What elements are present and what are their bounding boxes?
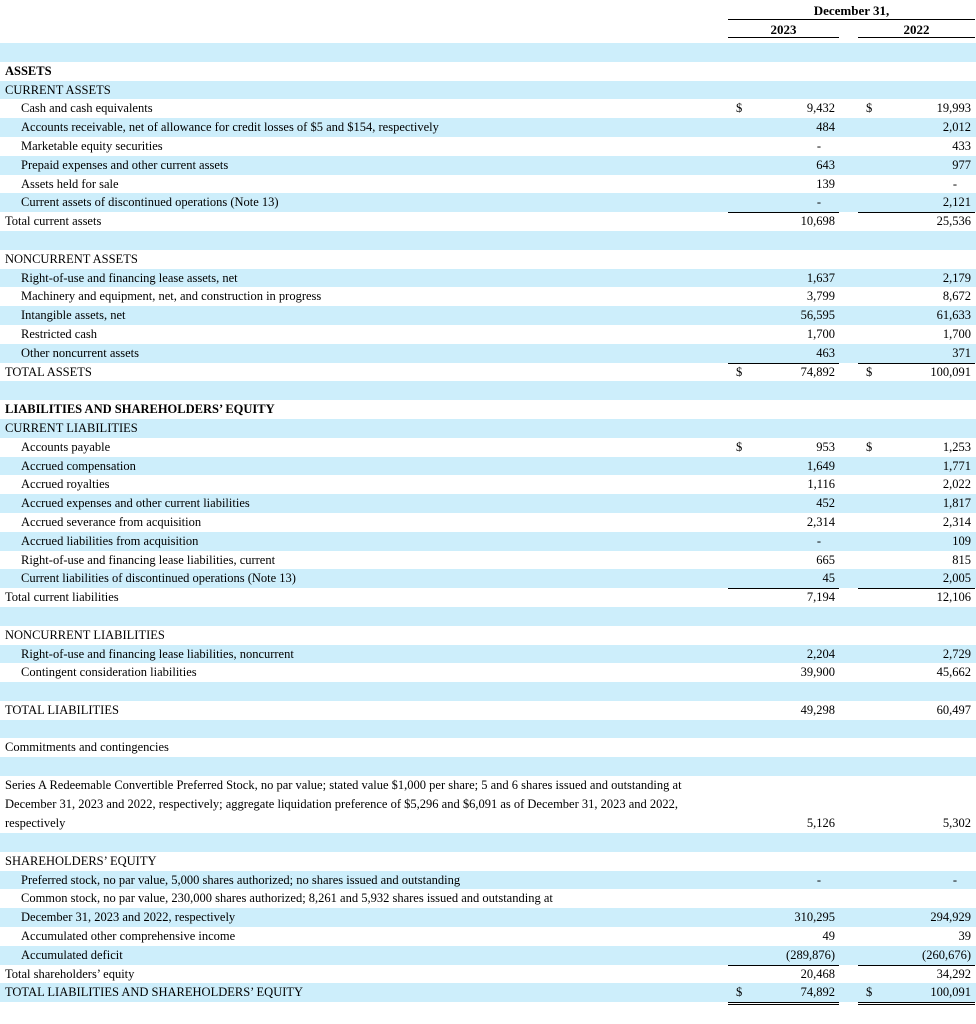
row-label: Accrued compensation <box>21 458 136 473</box>
row-label: Preferred stock, no par value, 5,000 shares authorized; no shares issued and outstanding <box>21 872 461 887</box>
value-2022-cell <box>858 475 975 494</box>
table-row <box>0 965 976 984</box>
table-row <box>0 983 976 1002</box>
value-2022-cell <box>858 551 975 570</box>
row-label: NONCURRENT ASSETS <box>5 251 138 266</box>
value-2023-cell <box>728 871 839 890</box>
value-2023: (289,876) <box>786 947 835 962</box>
row-label: CURRENT LIABILITIES <box>5 420 138 435</box>
value-2022: 100,091 <box>930 985 971 1000</box>
value-2023: 9,432 <box>806 101 835 116</box>
table-row <box>0 871 976 890</box>
value-2022: 815 <box>952 552 971 567</box>
value-2023: 49 <box>822 929 835 944</box>
value-2022: 61,633 <box>936 308 971 323</box>
value-2022: 1,253 <box>942 439 971 454</box>
value-2023: 1,649 <box>806 458 835 473</box>
value-2022: 2,179 <box>942 270 971 285</box>
value-2023-cell <box>728 118 839 137</box>
table-row <box>0 475 976 494</box>
value-2023: - <box>816 195 821 210</box>
value-2022: 371 <box>952 345 971 360</box>
value-2023: 310,295 <box>794 910 835 925</box>
value-2022-cell <box>858 927 975 946</box>
value-2023: 463 <box>816 345 835 360</box>
value-2023-cell <box>728 212 839 231</box>
currency-symbol: $ <box>866 439 873 454</box>
value-2022-cell <box>858 438 975 457</box>
value-2022: 1,817 <box>942 496 971 511</box>
value-2022-cell <box>858 118 975 137</box>
value-2022-cell <box>858 137 975 156</box>
row-label: Accounts payable <box>21 439 111 454</box>
value-2023: 953 <box>816 439 835 454</box>
value-2023-cell <box>728 494 839 513</box>
value-2023: - <box>816 533 821 548</box>
value-2022-cell <box>858 494 975 513</box>
value-2023-cell <box>728 983 839 1005</box>
value-2022: 433 <box>952 138 971 153</box>
row-label: Restricted cash <box>21 326 98 341</box>
value-2023-cell <box>728 475 839 494</box>
value-2023: 452 <box>816 496 835 511</box>
value-2022-cell <box>858 269 975 288</box>
row-label: December 31, 2023 and 2022, respectively <box>21 910 236 925</box>
value-2022-cell <box>858 645 975 664</box>
value-2022: 109 <box>952 533 971 548</box>
table-row <box>0 532 976 551</box>
row-label: Series A Redeemable Convertible Preferred Stock, no par value; stated value $1,000 per share; 5 and 6 shares issued and outstanding at December 31, 2023 and 2022, respectively; aggregate liquidation preference of $5,296 and $6,091 as of December 31, 2023 and 2022, respectively <box>5 778 682 830</box>
row-label: Total current assets <box>5 214 102 229</box>
spacer-row <box>0 682 976 701</box>
value-2022: 2,729 <box>942 646 971 661</box>
row-label: Accrued severance from acquisition <box>21 514 202 529</box>
year-2023-header: 2023 <box>728 19 839 38</box>
table-row <box>0 626 976 645</box>
value-2022-cell <box>858 306 975 325</box>
row-label: Accumulated other comprehensive income <box>21 929 236 944</box>
value-2023-cell <box>728 99 839 118</box>
value-2022: 100,091 <box>930 364 971 379</box>
value-2023-cell <box>728 701 839 721</box>
value-2023-cell <box>728 569 839 589</box>
row-label: Other noncurrent assets <box>21 345 140 360</box>
table-row <box>0 193 976 212</box>
value-2022-cell <box>858 175 975 194</box>
value-2023: 3,799 <box>806 289 835 304</box>
value-2023: 643 <box>816 157 835 172</box>
row-label: Right-of-use and financing lease liabilities, noncurrent <box>21 646 294 661</box>
row-label: NONCURRENT LIABILITIES <box>5 627 165 642</box>
currency-symbol: $ <box>866 364 873 379</box>
row-label: LIABILITIES AND SHAREHOLDERS’ EQUITY <box>5 402 275 417</box>
table-row <box>0 588 976 607</box>
value-2023-cell <box>728 814 839 834</box>
table-row <box>0 400 976 419</box>
value-2023: 49,298 <box>800 702 835 717</box>
value-2023: 484 <box>816 120 835 135</box>
value-2023-cell <box>728 344 839 364</box>
row-label: Right-of-use and financing lease assets, net <box>21 270 238 285</box>
value-2022: 2,012 <box>942 120 971 135</box>
balance-sheet-table <box>0 43 976 1002</box>
table-row <box>0 306 976 325</box>
value-2022-cell <box>858 99 975 118</box>
table-row <box>0 269 976 288</box>
value-2022-cell <box>858 701 975 721</box>
value-2023: - <box>816 872 821 887</box>
row-label: Total shareholders’ equity <box>5 966 135 981</box>
value-2022: 45,662 <box>936 665 971 680</box>
value-2023-cell <box>728 663 839 683</box>
value-2023-cell <box>728 532 839 551</box>
table-row <box>0 946 976 965</box>
row-label: Accrued expenses and other current liabilities <box>21 496 250 511</box>
value-2022: - <box>952 176 957 191</box>
row-label: SHAREHOLDERS’ EQUITY <box>5 853 157 868</box>
table-row <box>0 250 976 269</box>
table-row <box>0 363 976 382</box>
value-2022-cell <box>858 325 975 344</box>
table-row <box>0 569 976 588</box>
row-label: Assets held for sale <box>21 176 119 191</box>
value-2022: 294,929 <box>930 910 971 925</box>
value-2022: - <box>952 872 957 887</box>
value-2022-cell <box>858 946 975 966</box>
value-2023: 56,595 <box>800 308 835 323</box>
value-2023-cell <box>728 137 839 156</box>
row-label: Common stock, no par value, 230,000 shares authorized; 8,261 and 5,932 shares issued and outstanding at <box>21 891 553 906</box>
row-label: Contingent consideration liabilities <box>21 665 197 680</box>
value-2022-cell <box>858 532 975 551</box>
value-2022: 1,771 <box>942 458 971 473</box>
year-2022-header: 2022 <box>858 19 975 38</box>
spacer-row <box>0 231 976 250</box>
value-2022-cell <box>858 663 975 683</box>
value-2023: 74,892 <box>800 985 835 1000</box>
row-label: Accounts receivable, net of allowance for credit losses of $5 and $154, respectively <box>21 120 439 135</box>
table-row <box>0 175 976 194</box>
currency-symbol: $ <box>736 439 743 454</box>
table-row <box>0 325 976 344</box>
value-2022-cell <box>858 156 975 175</box>
value-2023: 139 <box>816 176 835 191</box>
value-2023-cell <box>728 908 839 927</box>
value-2022-cell <box>858 908 975 927</box>
currency-symbol: $ <box>866 101 873 116</box>
row-label: Accumulated deficit <box>21 947 123 962</box>
value-2023-cell <box>728 438 839 457</box>
value-2022-cell <box>858 965 975 984</box>
table-row <box>0 137 976 156</box>
value-2022-cell <box>858 983 975 1005</box>
table-row <box>0 738 976 757</box>
currency-symbol: $ <box>736 101 743 116</box>
table-row <box>0 156 976 175</box>
value-2023-cell <box>728 193 839 213</box>
value-2023: 10,698 <box>800 214 835 229</box>
value-2022-cell <box>858 871 975 890</box>
value-2022-cell <box>858 344 975 364</box>
value-2023-cell <box>728 306 839 325</box>
spacer-row <box>0 381 976 400</box>
table-row <box>0 344 976 363</box>
value-2023: - <box>816 138 821 153</box>
value-2022: 5,302 <box>942 816 971 831</box>
value-2023: 5,126 <box>806 816 835 831</box>
spacer-row <box>0 833 976 852</box>
row-label: Total current liabilities <box>5 590 119 605</box>
value-2023-cell <box>728 645 839 664</box>
table-row <box>0 776 976 833</box>
row-label: Right-of-use and financing lease liabilities, current <box>21 552 276 567</box>
period-header: December 31, <box>728 0 975 20</box>
value-2022-cell <box>858 193 975 213</box>
table-row <box>0 457 976 476</box>
value-2022-cell <box>858 513 975 532</box>
value-2022-cell <box>858 457 975 476</box>
value-2023-cell <box>728 287 839 306</box>
table-row <box>0 645 976 664</box>
value-2022-cell <box>858 814 975 834</box>
value-2022: (260,676) <box>922 947 971 962</box>
row-label: TOTAL LIABILITIES AND SHAREHOLDERS’ EQUITY <box>5 985 304 1000</box>
value-2023-cell <box>728 156 839 175</box>
table-row <box>0 908 976 927</box>
value-2022: 12,106 <box>936 590 971 605</box>
table-row <box>0 118 976 137</box>
row-label: TOTAL LIABILITIES <box>5 702 119 717</box>
value-2022: 19,993 <box>936 101 971 116</box>
value-2022: 1,700 <box>942 326 971 341</box>
spacer-row <box>0 720 976 739</box>
value-2023-cell <box>728 946 839 966</box>
value-2023-cell <box>728 551 839 570</box>
value-2023: 1,700 <box>806 326 835 341</box>
value-2022: 977 <box>952 157 971 172</box>
value-2023: 2,204 <box>806 646 835 661</box>
row-label: Marketable equity securities <box>21 138 163 153</box>
value-2023: 39,900 <box>800 665 835 680</box>
table-row <box>0 212 976 231</box>
value-2022: 25,536 <box>936 214 971 229</box>
value-2022: 60,497 <box>936 702 971 717</box>
table-row <box>0 287 976 306</box>
row-label: Accrued royalties <box>21 477 110 492</box>
table-row <box>0 889 976 908</box>
value-2023: 74,892 <box>800 364 835 379</box>
value-2023-cell <box>728 457 839 476</box>
value-2023-cell <box>728 325 839 344</box>
spacer-row <box>0 757 976 776</box>
row-label: Intangible assets, net <box>21 308 126 323</box>
currency-symbol: $ <box>736 985 743 1000</box>
table-row <box>0 701 976 720</box>
table-row <box>0 494 976 513</box>
spacer-row <box>0 607 976 626</box>
row-label: Current liabilities of discontinued operations (Note 13) <box>21 571 296 586</box>
row-label: ASSETS <box>5 63 52 78</box>
value-2023-cell <box>728 175 839 194</box>
value-2022-cell <box>858 569 975 589</box>
row-label: Prepaid expenses and other current assets <box>21 157 229 172</box>
row-label: Commitments and contingencies <box>5 740 169 755</box>
value-2023: 7,194 <box>806 590 835 605</box>
value-2022-cell <box>858 588 975 607</box>
table-row <box>0 419 976 438</box>
table-row <box>0 852 976 871</box>
value-2022: 34,292 <box>936 966 971 981</box>
row-label: Cash and cash equivalents <box>21 101 153 116</box>
row-label: Current assets of discontinued operations (Note 13) <box>21 195 279 210</box>
table-row <box>0 99 976 118</box>
row-label: CURRENT ASSETS <box>5 82 111 97</box>
value-2022-cell <box>858 287 975 306</box>
value-2022: 2,005 <box>942 571 971 586</box>
value-2023: 2,314 <box>806 514 835 529</box>
value-2023-cell <box>728 927 839 946</box>
row-label: TOTAL ASSETS <box>5 364 92 379</box>
value-2023-cell <box>728 965 839 984</box>
value-2022: 8,672 <box>942 289 971 304</box>
currency-symbol: $ <box>866 985 873 1000</box>
row-label: Accrued liabilities from acquisition <box>21 533 199 548</box>
table-row <box>0 438 976 457</box>
row-label: Machinery and equipment, net, and construction in progress <box>21 289 322 304</box>
table-row <box>0 551 976 570</box>
spacer-row <box>0 43 976 62</box>
table-row <box>0 927 976 946</box>
value-2023: 1,637 <box>806 270 835 285</box>
value-2023: 45 <box>822 571 835 586</box>
table-row <box>0 513 976 532</box>
value-2023: 665 <box>816 552 835 567</box>
value-2023: 1,116 <box>807 477 835 492</box>
table-row <box>0 62 976 81</box>
value-2023-cell <box>728 513 839 532</box>
value-2023-cell <box>728 588 839 607</box>
value-2022: 2,022 <box>942 477 971 492</box>
table-row <box>0 663 976 682</box>
value-2023: 20,468 <box>800 966 835 981</box>
table-row <box>0 81 976 100</box>
value-2022: 2,121 <box>942 195 971 210</box>
value-2022-cell <box>858 212 975 231</box>
value-2022: 39 <box>958 929 971 944</box>
value-2022: 2,314 <box>942 514 971 529</box>
currency-symbol: $ <box>736 364 743 379</box>
value-2023-cell <box>728 269 839 288</box>
